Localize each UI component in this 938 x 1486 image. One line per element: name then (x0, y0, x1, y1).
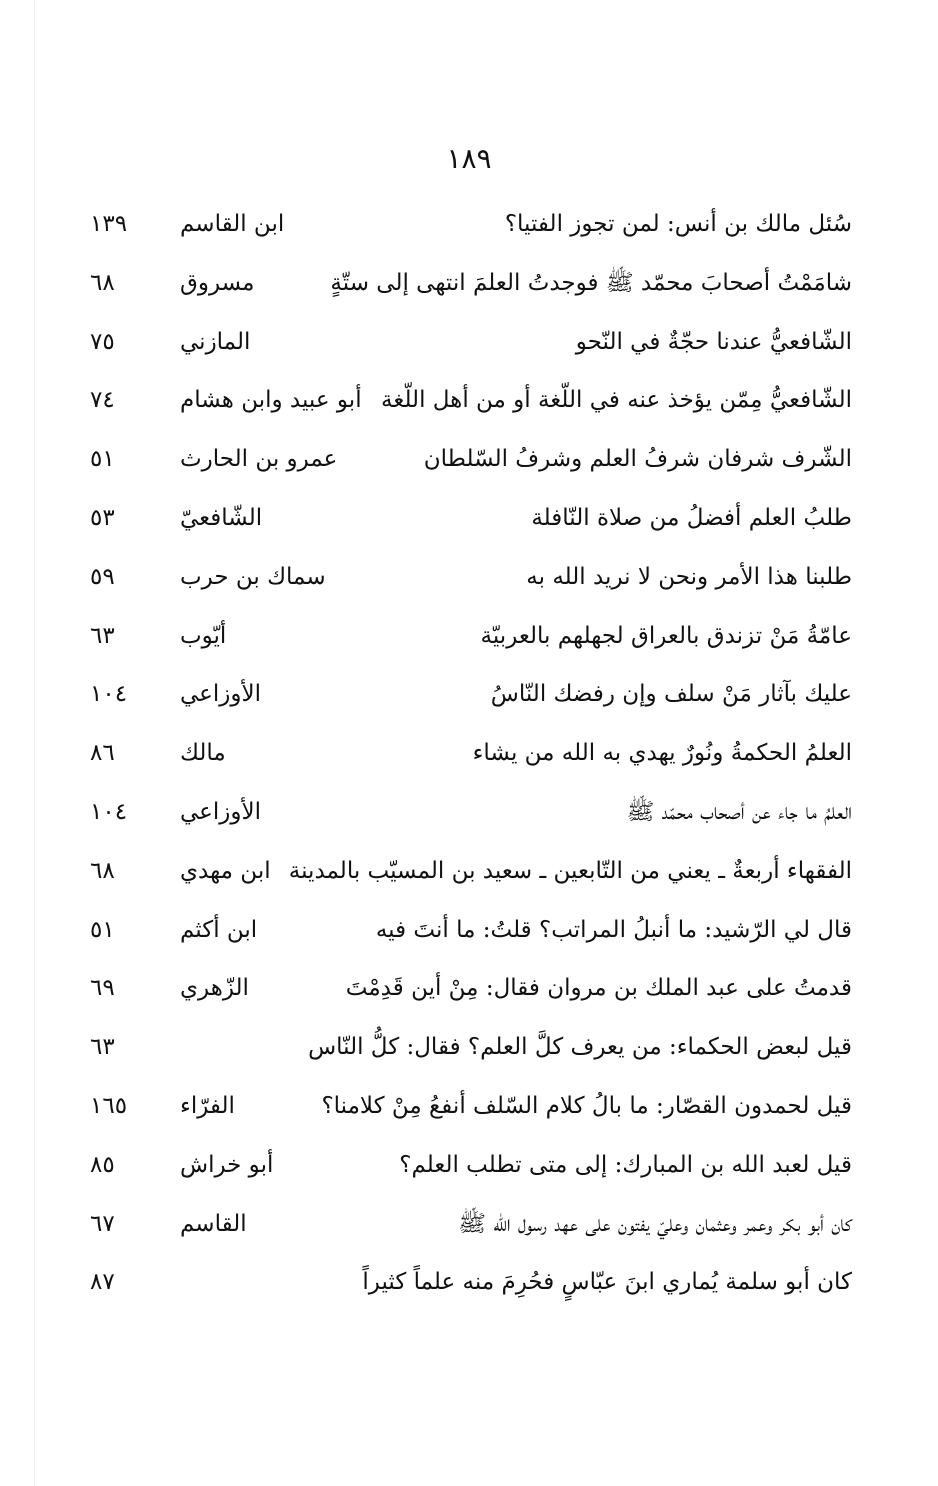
entry-quote: الشّافعيُّ عندنا حجّةٌ في النّحو (575, 328, 852, 355)
entry-quote: الشّافعيُّ مِمّن يؤخذ عنه في اللّغة أو من أهل اللّغة (381, 387, 852, 414)
entry-page-ref: ٥١ (90, 446, 115, 473)
entry-speaker: أيّوب (180, 622, 227, 649)
index-entry (90, 254, 852, 313)
index-entry (90, 665, 852, 724)
entry-speaker: الفرّاء (180, 1092, 235, 1119)
entry-speaker: الأوزاعي (180, 798, 262, 825)
entry-page-ref: ٧٤ (90, 387, 115, 414)
index-entry (90, 1195, 852, 1254)
entry-page-ref: ٦٧ (90, 1210, 115, 1237)
index-entry (90, 1136, 852, 1195)
entry-speaker: الشّافعيّ (180, 504, 263, 531)
entry-page-ref: ٧٥ (90, 328, 115, 355)
entry-speaker: الزّهري (180, 975, 249, 1002)
entry-quote: طلبنا هذا الأمر ونحن لا نريد الله به (526, 563, 852, 590)
entry-page-ref: ٥٩ (90, 563, 115, 590)
entry-page-ref: ٦٨ (90, 269, 115, 296)
index-entry (90, 724, 852, 783)
index-entry (90, 313, 852, 372)
entry-quote: عامّةُ مَنْ تزندق بالعراق لجهلهم بالعربيّة (480, 622, 852, 649)
entry-quote: قيل لبعض الحكماء: من يعرف كلَّ العلم؟ فقال: كلُّ النّاس (308, 1034, 852, 1061)
entry-speaker: مسروق (180, 269, 255, 296)
entry-page-ref: ٨٧ (90, 1269, 115, 1296)
entry-page-ref: ٥٣ (90, 504, 115, 531)
index-entry (90, 1253, 852, 1312)
index-list (90, 195, 852, 1312)
entry-page-ref: ٦٩ (90, 975, 115, 1002)
entry-quote: قيل لحمدون القصّار: ما بالُ كلام السّلف أنفعُ مِنْ كلامنا؟ (321, 1092, 852, 1119)
index-entry (90, 195, 852, 254)
entry-quote: قيل لعبد الله بن المبارك: إلى متى تطلب العلم؟ (399, 1151, 852, 1178)
page-number: ١٨٩ (446, 142, 492, 175)
entry-page-ref: ١٣٩ (90, 211, 128, 237)
index-entry (90, 489, 852, 548)
entry-quote: العلمُ ما جاء عن أصحاب محمّد ﷺ (626, 798, 852, 825)
entry-quote: عليك بآثار مَنْ سلف وإن رفضك النّاسُ (490, 681, 852, 708)
entry-speaker: المازني (180, 328, 251, 355)
index-entry (90, 430, 852, 489)
entry-speaker: سماك بن حرب (180, 563, 326, 590)
entry-page-ref: ٥١ (90, 916, 115, 943)
entry-speaker: ابن مهدي (180, 857, 271, 884)
index-entry (90, 783, 852, 842)
entry-speaker: القاسم (180, 1210, 247, 1237)
index-entry (90, 842, 852, 901)
entry-page-ref: ٨٦ (90, 740, 115, 767)
entry-quote: قال لي الرّشيد: ما أنبلُ المراتب؟ قلتُ: ما أنتَ فيه (375, 916, 852, 943)
index-entry (90, 901, 852, 960)
entry-speaker: أبو خراش (180, 1151, 274, 1178)
entry-page-ref: ١٠٤ (90, 681, 128, 708)
entry-speaker: أبو عبيد وابن هشام (180, 387, 362, 414)
entry-quote: الفقهاء أربعةٌ ـ يعني من التّابعين ـ سعيد بن المسيّب بالمدينة (288, 857, 852, 884)
entry-page-ref: ٦٣ (90, 1034, 115, 1061)
entry-page-ref: ١٦٥ (90, 1092, 128, 1119)
entry-quote: الشّرف شرفان شرفُ العلم وشرفُ السّلطان (423, 446, 852, 473)
entry-quote: كان أبو سلمة يُماري ابنَ عبّاسٍ فحُرِمَ منه علماً كثيراً (362, 1269, 852, 1296)
entry-page-ref: ٨٥ (90, 1151, 115, 1178)
entry-quote: شامَمْتُ أصحابَ محمّد ﷺ فوجدتُ العلمَ انتهى إلى ستّةٍ (330, 269, 852, 296)
index-entry (90, 371, 852, 430)
entry-page-ref: ١٠٤ (90, 798, 128, 825)
entry-speaker: الأوزاعي (180, 681, 262, 708)
entry-page-ref: ٦٣ (90, 622, 115, 649)
entry-quote: العلمُ الحكمةُ ونُورٌ يهدي به الله من يشاء (472, 740, 852, 767)
entry-speaker: ابن أكثم (180, 916, 258, 943)
entry-quote: سُئل مالك بن أنس: لمن تجوز الفتيا؟ (504, 211, 852, 237)
entry-quote: قدمتُ على عبد الملك بن مروان فقال: مِنْ أين قَدِمْتَ (345, 975, 852, 1002)
entry-page-ref: ٦٨ (90, 857, 115, 884)
entry-quote: كان أبو بكر وعمر وعثمان وعليّ يفتون على عهد رسول الله ﷺ (458, 1210, 852, 1237)
index-entry (90, 548, 852, 607)
scan-edge-line (34, 0, 35, 1486)
entry-quote: طلبُ العلم أفضلُ من صلاة النّافلة (531, 504, 852, 531)
index-entry (90, 1077, 852, 1136)
entry-speaker: مالك (180, 740, 226, 767)
index-entry (90, 1018, 852, 1077)
index-entry (90, 607, 852, 666)
entry-speaker: عمرو بن الحارث (180, 446, 338, 473)
index-entry (90, 959, 852, 1018)
entry-speaker: ابن القاسم (180, 211, 285, 237)
